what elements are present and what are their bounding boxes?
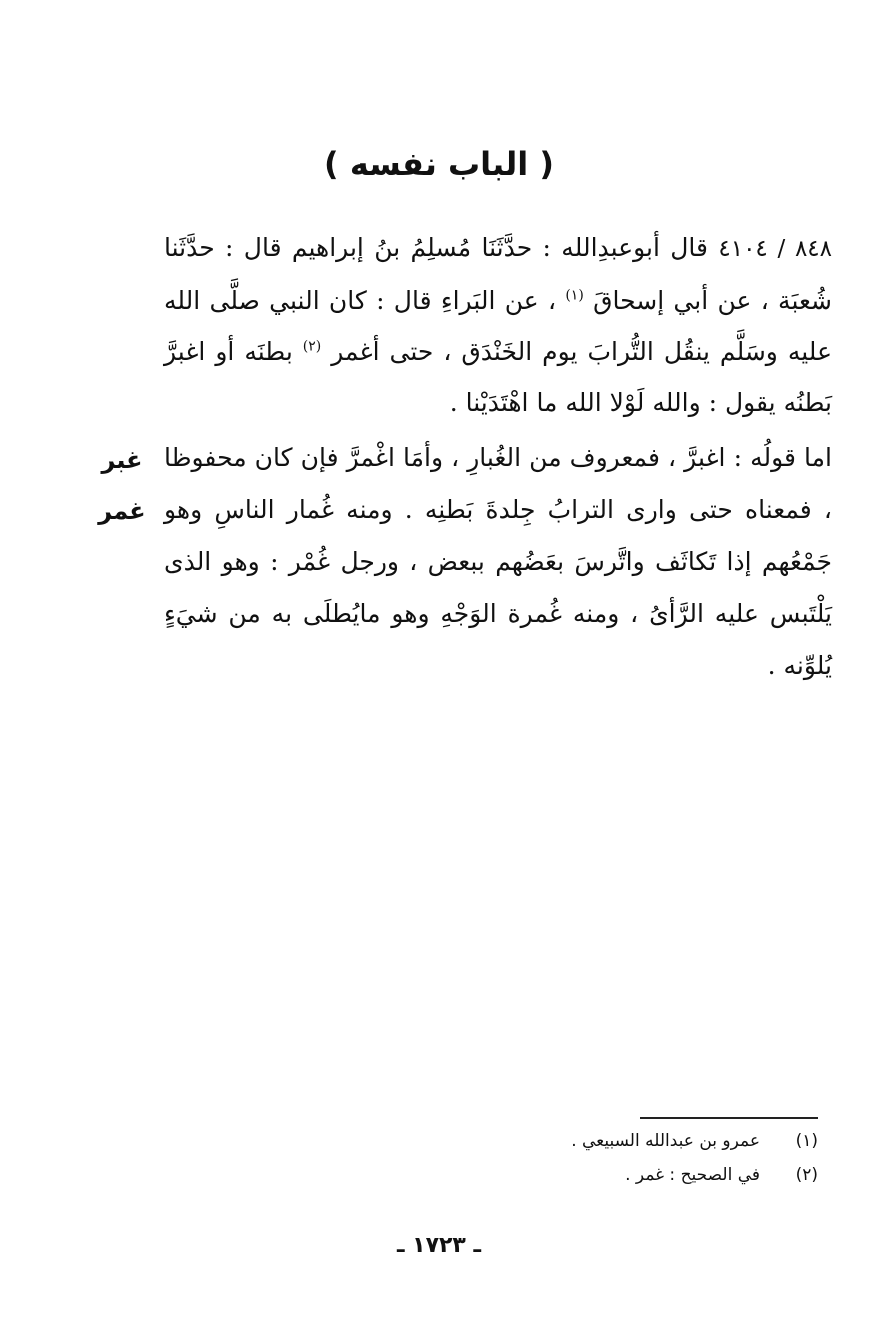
footnotes-list [420,1124,818,1192]
hadith-number: ٨٤٨ / ٤١٠٤ [718,236,832,262]
margin-gloss-ghabar: غبر [101,446,143,474]
footnote-item [420,1158,818,1192]
chapter-title: ( الباب نفسه ) [324,145,554,183]
footnote-text: عمرو بن عبدالله السبيعي . [571,1131,760,1151]
hadith-paragraph [164,222,832,428]
footnote-number: (٢) [795,1165,818,1185]
footnote-text: في الصحيح : غمر . [625,1165,760,1185]
hadith-text-part-3: بطنَه أو اغبرَّ بَطنُه يقول : والله لَوْلا الله ما اهْتَدَيْنا . [164,337,832,417]
commentary-paragraph: اما قولُه : اغبرَّ ، فمعروف من الغُبارِ ، وأمَا اغْمرَّ فإن كان محفوظا ، فمعناه حتى وارى الترابُ جِلدةَ بَطنِه . ومنه غُمار الناسِ وهو جَمْعُهم إذا تَكاثَف واتَّرسَ بعَضُهم ببعض ، ورجل غُمْر : وهو الذى يَلْتَبس عليه الرَّأىُ ، ومنه غُمرة الوَجْهِ وهو مايُطلَى به من شيَءٍ يُلوِّنه . [164,443,833,680]
footnote-reference-2[interactable]: (٢) [302,338,322,355]
footnote-reference-1[interactable]: (١) [565,287,584,304]
page-number: ـ ١٧٢٣ ـ [396,1233,482,1258]
hadith-text-part-2: ، عن البَراءِ قال : كان النبي صلَّى الله عليه وسَلَّم ينقُل التُّرابَ يوم الخَنْدَق ، حتى أغمر [164,286,833,366]
footnote-number: (١) [795,1131,818,1151]
footnote-divider [640,1117,818,1119]
margin-gloss-ghamar: غمر [98,497,146,525]
hadith-text-part-1: قال أبوعبدِالله : حدَّثَنَا مُسلِمُ بنُ إبراهيم قال : حدَّثَنا شُعبَة ، عن أبي إسحاقَ [164,233,833,315]
footnote-item [420,1124,818,1158]
